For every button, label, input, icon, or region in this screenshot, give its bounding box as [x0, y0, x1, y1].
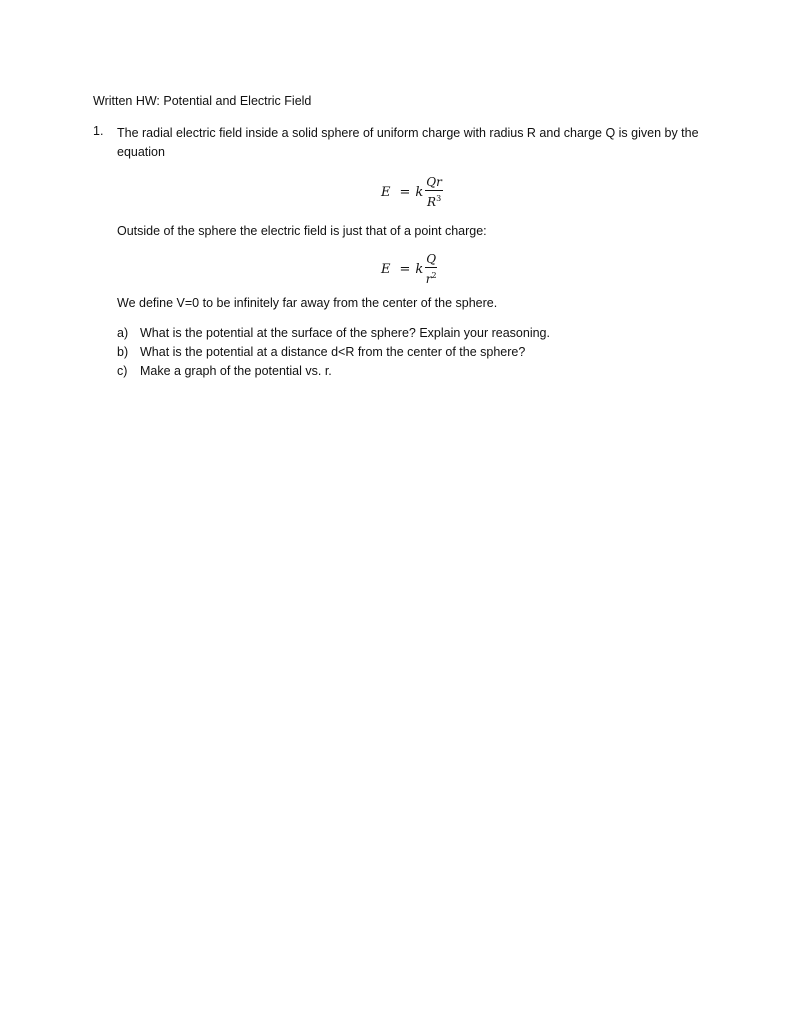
fraction-numerator: Qr: [426, 175, 442, 189]
denominator-base: r: [425, 272, 432, 286]
equation-fraction: [425, 253, 437, 286]
denominator-base: R: [427, 195, 437, 209]
question-part-b: [117, 345, 525, 359]
equation-outside-field: [381, 253, 437, 286]
part-label: b): [117, 345, 129, 359]
part-text: What is the potential at the surface of the sphere? Explain your reasoning.: [140, 326, 550, 340]
equation-coefficient: k: [415, 262, 424, 277]
part-label: a): [117, 326, 129, 340]
document-title: Written HW: Potential and Electric Field: [93, 94, 312, 108]
question-part-a: [117, 326, 550, 340]
part-text: What is the potential at a distance d<R from the center of the sphere?: [140, 345, 526, 359]
fraction-numerator: Q: [426, 252, 437, 266]
equation-equals: =: [399, 262, 411, 277]
equation-lhs: E: [381, 262, 391, 277]
question-intro: The radial electric field inside a solid sphere of uniform charge with radius R and charge Q is given by the equation: [117, 126, 699, 159]
equation-lhs: E: [381, 185, 391, 200]
fraction-denominator: [427, 191, 441, 209]
part-text: Make a graph of the potential vs. r.: [140, 364, 332, 378]
equation-fraction: [425, 176, 443, 209]
question-number: 1.: [93, 124, 104, 138]
denominator-exponent: 3: [436, 194, 442, 203]
equation-coefficient: k: [415, 185, 424, 200]
question-part-c: [117, 364, 332, 378]
outside-description: Outside of the sphere the electric field is just that of a point charge:: [117, 224, 487, 238]
part-label: c): [117, 364, 128, 378]
equation-equals: =: [399, 185, 411, 200]
fraction-denominator: [426, 268, 437, 286]
potential-definition: We define V=0 to be infinitely far away from the center of the sphere.: [117, 296, 498, 310]
denominator-exponent: 2: [431, 271, 437, 280]
equation-inside-field: [381, 176, 443, 209]
